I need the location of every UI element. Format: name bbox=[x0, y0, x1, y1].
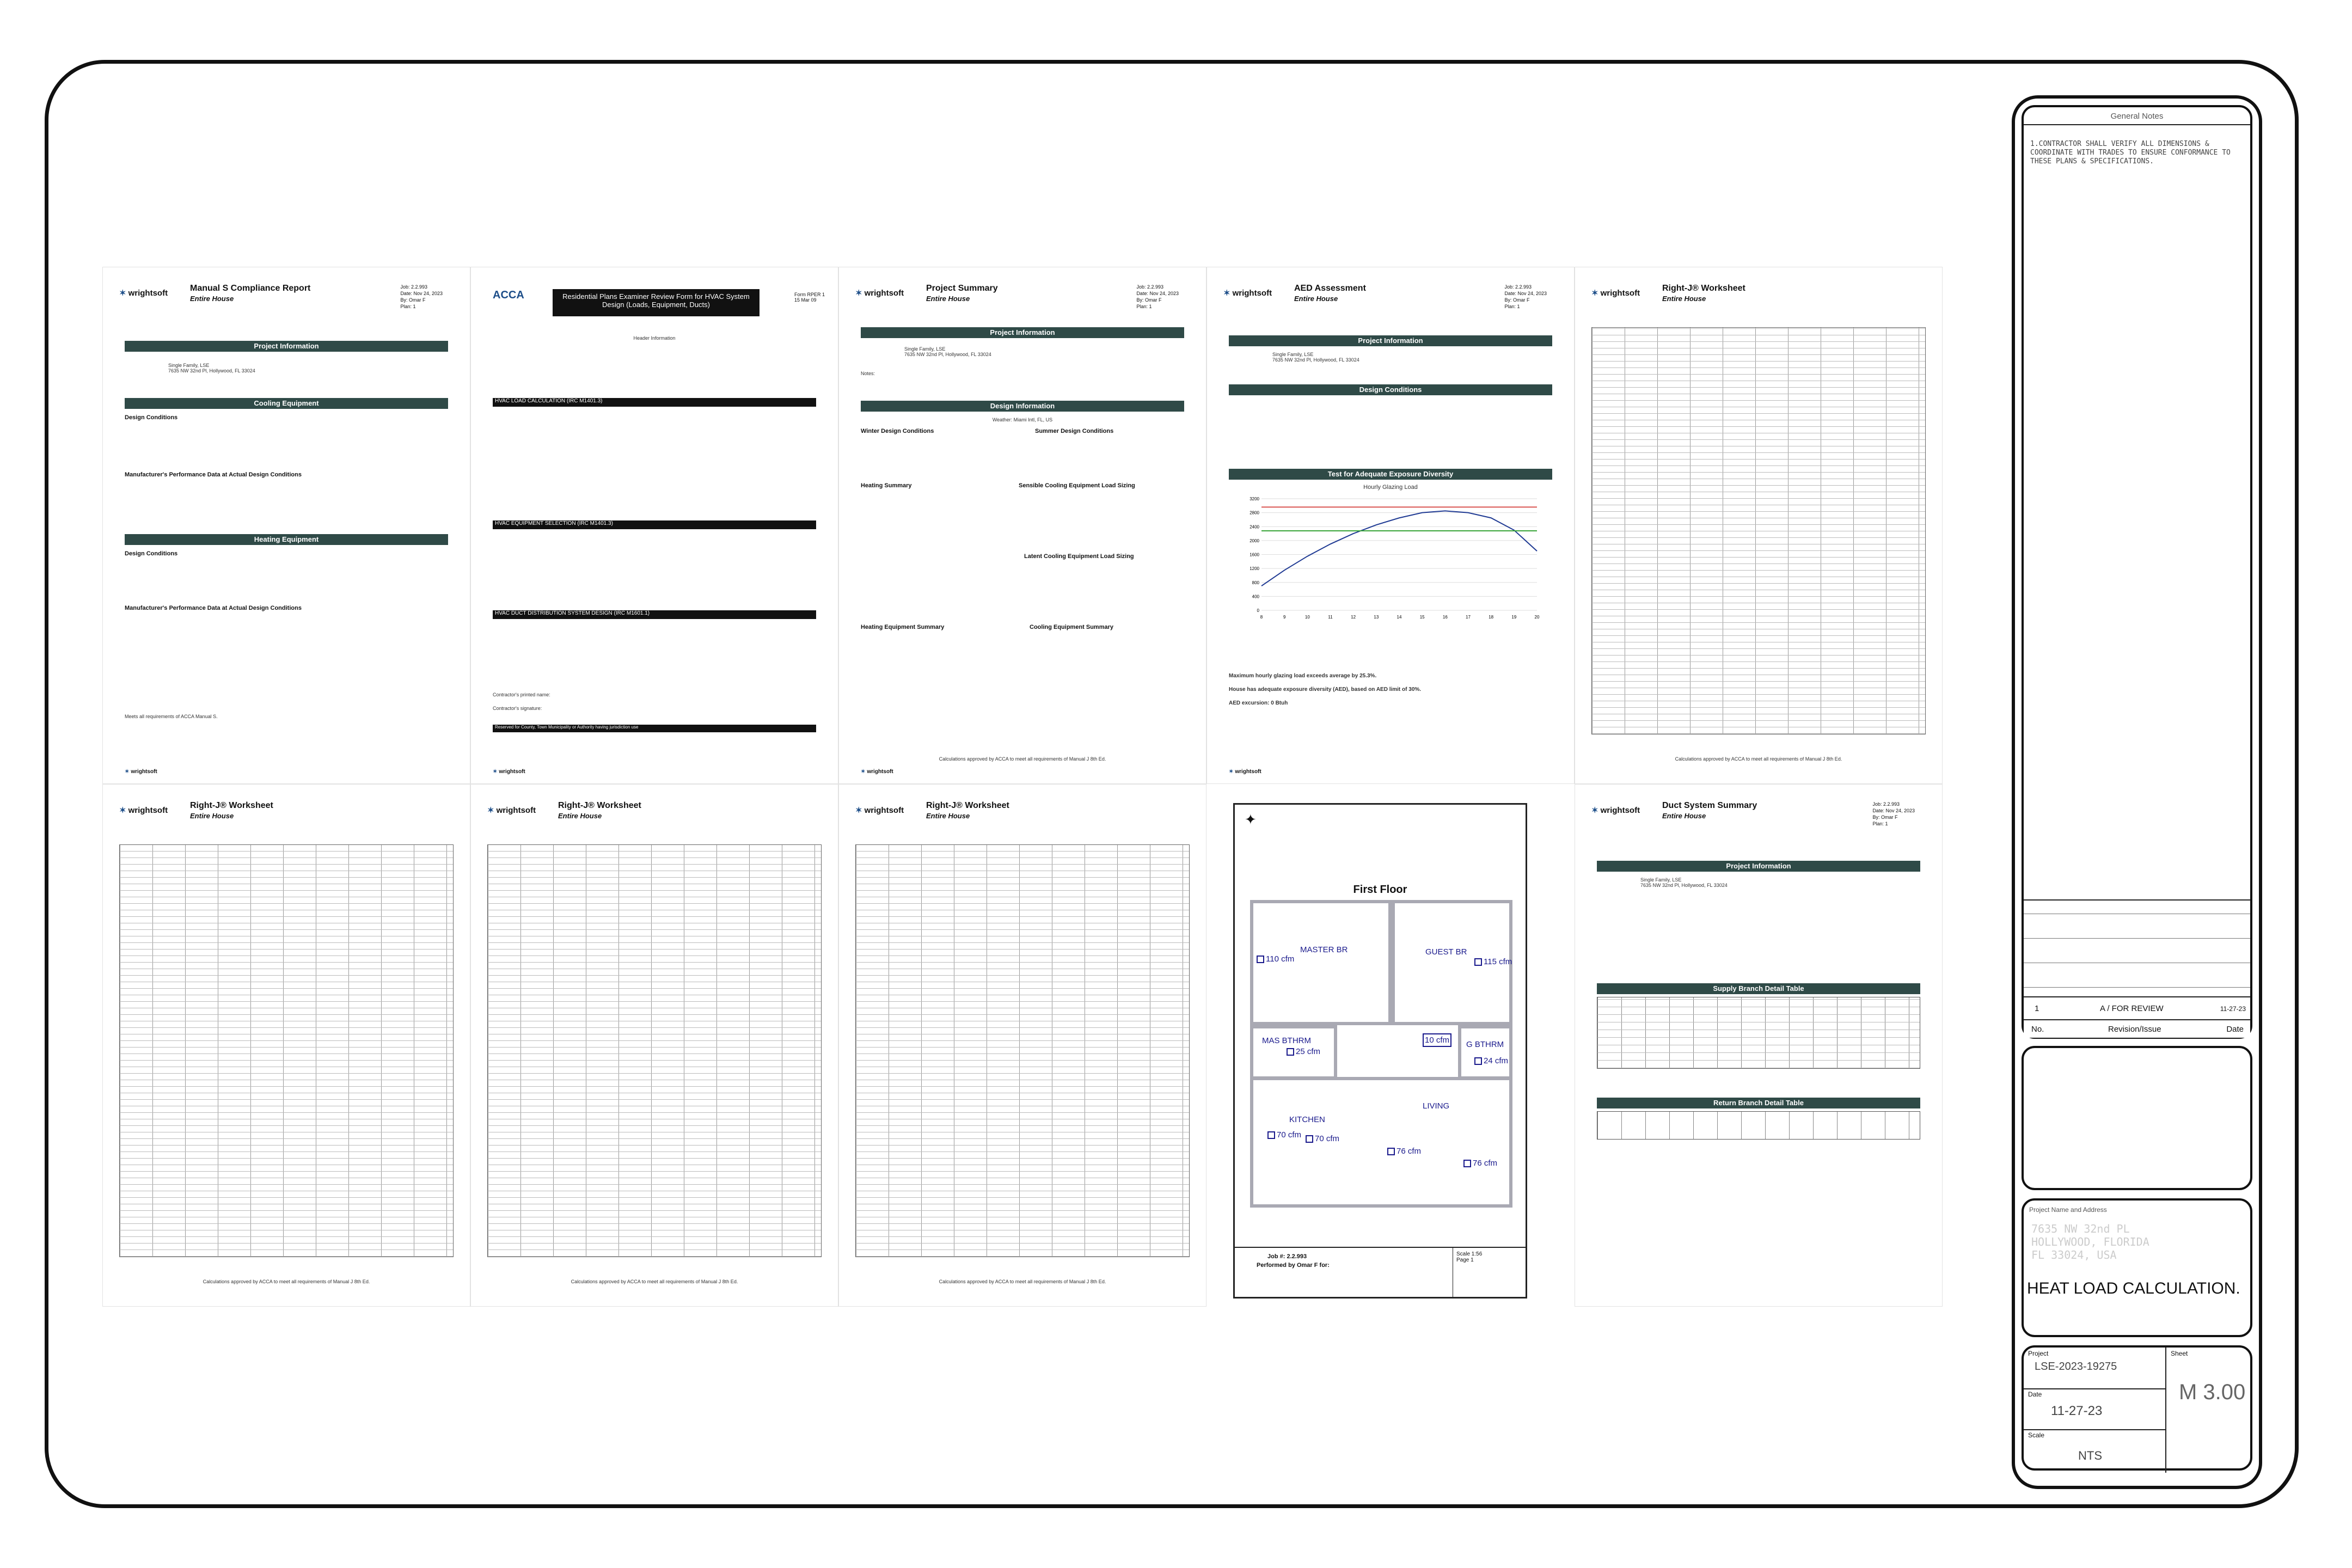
section-heading: Heating Equipment Summary bbox=[861, 624, 945, 630]
section-bar: Project Information bbox=[1597, 861, 1920, 872]
section-heading: Heating Summary bbox=[861, 482, 912, 489]
form-title: Residential Plans Examiner Review Form for HVAC System Design (Loads, Equipment, Ducts) bbox=[553, 289, 759, 316]
report-title: AED Assessment bbox=[1294, 284, 1366, 293]
report-subtitle: Entire House bbox=[1662, 812, 1706, 820]
x-tick-label: 18 bbox=[1489, 615, 1494, 620]
x-tick-label: 9 bbox=[1283, 615, 1286, 620]
reserved-bar: Reserved for County, Town Municipality or Authority having jurisdiction use bbox=[493, 725, 816, 732]
acca-footer: Calculations approved by ACCA to meet all requirements of Manual J 8th Ed. bbox=[939, 756, 1106, 762]
worksheet-table bbox=[487, 844, 822, 1257]
report-subtitle: Entire House bbox=[558, 812, 602, 820]
wrightsoft-logo: ✶ wrightsoft bbox=[855, 288, 904, 298]
job-info: Job: 2.2.993 Date: Nov 24, 2023 By: Omar F Plan: 1 bbox=[1504, 284, 1547, 309]
wrightsoft-logo: ✶ wrightsoft bbox=[487, 805, 536, 815]
aed-result: House has adequate exposure diversity (AED), based on AED limit of 30%. bbox=[1229, 687, 1422, 693]
vent-icon bbox=[1257, 955, 1264, 963]
section-bar: Design Information bbox=[861, 401, 1184, 412]
weather-station: Weather: Miami Intl, FL, US bbox=[992, 417, 1053, 422]
footer-logo: ✶ wrightsoft bbox=[493, 769, 525, 775]
room-label: 70 cfm bbox=[1267, 1130, 1301, 1140]
room-name: KITCHEN bbox=[1289, 1115, 1325, 1124]
project-name-panel: Project Name and Address 7635 NW 32nd PL HOLLYWOOD, FLORIDA FL 33024, USA HEAT LOAD CALCULATION. bbox=[2022, 1198, 2252, 1337]
acca-review-form-page[interactable] bbox=[470, 267, 838, 784]
vent-icon bbox=[1463, 1160, 1471, 1167]
project-info-panel: Project LSE-2023-19275 Date 11-27-23 Scale NTS Sheet M 3.00 bbox=[2022, 1345, 2252, 1471]
room-label: 76 cfm bbox=[1463, 1159, 1497, 1168]
room-name: G BTHRM bbox=[1466, 1040, 1504, 1049]
report-subtitle: Entire House bbox=[926, 812, 970, 820]
footer-logo: ✶ wrightsoft bbox=[861, 769, 893, 775]
sheet-number: M 3.00 bbox=[2179, 1380, 2246, 1404]
project-address: 7635 NW 32nd PL HOLLYWOOD, FLORIDA FL 33024, USA bbox=[2031, 1222, 2149, 1261]
section-heading: Design Conditions bbox=[125, 414, 178, 421]
signature-line: Contractor's signature: bbox=[493, 706, 542, 711]
x-tick-label: 14 bbox=[1396, 615, 1402, 620]
section-bar: Project Information bbox=[1229, 335, 1552, 346]
section-heading: Winter Design Conditions bbox=[861, 428, 934, 434]
acca-footer: Calculations approved by ACCA to meet all requirements of Manual J 8th Ed. bbox=[939, 1279, 1106, 1284]
room-living-kitchen[interactable] bbox=[1250, 1077, 1512, 1208]
x-tick-label: 12 bbox=[1351, 615, 1356, 620]
section-heading: Cooling Equipment Summary bbox=[1030, 624, 1114, 630]
wrightsoft-logo: ✶ wrightsoft bbox=[1223, 288, 1272, 298]
general-notes-title: General Notes bbox=[2024, 112, 2250, 125]
acca-footer: Calculations approved by ACCA to meet all requirements of Manual J 8th Ed. bbox=[203, 1279, 370, 1284]
x-tick-label: 19 bbox=[1511, 615, 1517, 620]
project-number: LSE-2023-19275 bbox=[2035, 1361, 2117, 1373]
logo-panel bbox=[2022, 1046, 2252, 1190]
x-tick-label: 13 bbox=[1374, 615, 1379, 620]
job-info: Job: 2.2.993 Date: Nov 24, 2023 By: Omar F Plan: 1 bbox=[1872, 801, 1915, 826]
report-subtitle: Entire House bbox=[926, 295, 970, 303]
y-tick-label: 0 bbox=[1257, 608, 1259, 613]
section-bar: Test for Adequate Exposure Diversity bbox=[1229, 469, 1552, 480]
vent-icon bbox=[1306, 1135, 1313, 1143]
y-tick-label: 400 bbox=[1252, 594, 1259, 599]
north-arrow-icon: ✦ bbox=[1245, 811, 1257, 828]
report-title: Manual S Compliance Report bbox=[190, 284, 311, 293]
section-heading: Sensible Cooling Equipment Load Sizing bbox=[1019, 482, 1135, 489]
project-summary-page[interactable] bbox=[838, 267, 1206, 784]
report-subtitle: Entire House bbox=[190, 295, 234, 303]
section-bar: Design Conditions bbox=[1229, 384, 1552, 395]
section-bar: Heating Equipment bbox=[125, 534, 448, 545]
project-name: HEAT LOAD CALCULATION. bbox=[2027, 1279, 2240, 1297]
section-bar: Project Information bbox=[861, 327, 1184, 338]
right-j-worksheet-page[interactable] bbox=[470, 784, 838, 1307]
report-subtitle: Entire House bbox=[190, 812, 234, 820]
project-address: Single Family, LSE 7635 NW 32nd Pl, Hollywood, FL 33024 bbox=[904, 346, 991, 357]
room-label: 76 cfm bbox=[1387, 1147, 1421, 1156]
report-title: Right-J® Worksheet bbox=[926, 801, 1009, 810]
revision-header: No. Revision/Issue Date bbox=[2024, 1019, 2250, 1038]
wrightsoft-logo: ✶ wrightsoft bbox=[1591, 288, 1640, 298]
vent-icon bbox=[1287, 1048, 1294, 1056]
right-j-worksheet-page[interactable] bbox=[838, 784, 1206, 1307]
room-label: 25 cfm bbox=[1287, 1047, 1320, 1056]
revision-row: 1 A / FOR REVIEW 11-27-23 bbox=[2024, 996, 2250, 1020]
worksheet-table bbox=[119, 844, 454, 1257]
section-bar: HVAC DUCT DISTRIBUTION SYSTEM DESIGN (IRC M1601.1) bbox=[493, 610, 816, 619]
duct-system-summary-page[interactable] bbox=[1575, 784, 1943, 1307]
project-address: Single Family, LSE 7635 NW 32nd Pl, Hollywood, FL 33024 bbox=[168, 363, 255, 373]
report-subtitle: Entire House bbox=[1662, 295, 1706, 303]
room-label: 115 cfm bbox=[1474, 957, 1512, 966]
vent-icon bbox=[1474, 1057, 1482, 1065]
report-title: Right-J® Worksheet bbox=[190, 801, 273, 810]
vent-icon bbox=[1474, 958, 1482, 966]
general-notes-panel bbox=[2022, 105, 2252, 1039]
general-notes-text: 1.CONTRACTOR SHALL VERIFY ALL DIMENSIONS & COORDINATE WITH TRADES TO ENSURE CONFORMANCE TO THESE PLANS & SPECIFICATIONS. bbox=[2030, 140, 2231, 166]
aed-result: Maximum hourly glazing load exceeds average by 25.3%. bbox=[1229, 673, 1377, 679]
section-heading: Design Conditions bbox=[125, 550, 178, 557]
header-information: Header Information bbox=[633, 335, 676, 341]
wrightsoft-logo: ✶ wrightsoft bbox=[1591, 805, 1640, 815]
form-number: Form RPER 1 15 Mar 09 bbox=[794, 292, 825, 303]
y-tick-label: 2800 bbox=[1250, 510, 1259, 516]
report-subtitle: Entire House bbox=[1294, 295, 1338, 303]
footer-logo: ✶ wrightsoft bbox=[1229, 769, 1261, 775]
report-title: Duct System Summary bbox=[1662, 801, 1757, 810]
section-bar: Supply Branch Detail Table bbox=[1597, 983, 1920, 994]
section-heading: Latent Cooling Equipment Load Sizing bbox=[1024, 553, 1134, 560]
report-title: Right-J® Worksheet bbox=[1662, 284, 1745, 293]
section-heading: Manufacturer's Performance Data at Actual Design Conditions bbox=[125, 471, 302, 478]
footer-logo: ✶ wrightsoft bbox=[125, 769, 157, 775]
room-name: GUEST BR bbox=[1425, 947, 1467, 957]
y-tick-label: 2400 bbox=[1250, 524, 1259, 530]
x-tick-label: 10 bbox=[1304, 615, 1310, 620]
section-heading: Manufacturer's Performance Data at Actual Design Conditions bbox=[125, 605, 302, 611]
right-j-worksheet-page[interactable] bbox=[102, 784, 470, 1307]
y-tick-label: 3200 bbox=[1250, 497, 1259, 501]
section-bar: HVAC LOAD CALCULATION (IRC M1401.3) bbox=[493, 398, 816, 407]
room-label: 10 cfm bbox=[1423, 1033, 1451, 1047]
return-branch-table bbox=[1597, 1111, 1920, 1140]
project-address: Single Family, LSE 7635 NW 32nd Pl, Hollywood, FL 33024 bbox=[1272, 352, 1359, 363]
aed-result: AED excursion: 0 Btuh bbox=[1229, 700, 1288, 706]
x-tick-label: 8 bbox=[1260, 615, 1263, 620]
room-label: 70 cfm bbox=[1306, 1134, 1339, 1143]
chart-title: Hourly Glazing Load bbox=[1363, 484, 1418, 491]
x-tick-label: 20 bbox=[1534, 615, 1540, 620]
worksheet-table bbox=[855, 844, 1190, 1257]
section-heading: Summer Design Conditions bbox=[1035, 428, 1114, 434]
y-tick-label: 800 bbox=[1252, 580, 1259, 585]
vent-icon bbox=[1267, 1131, 1275, 1139]
x-tick-label: 16 bbox=[1442, 615, 1448, 620]
room-name: MASTER BR bbox=[1300, 945, 1348, 954]
room-name: MAS BTHRM bbox=[1262, 1036, 1311, 1045]
floor-plan-page[interactable] bbox=[1233, 803, 1527, 1298]
section-bar: HVAC EQUIPMENT SELECTION (IRC M1401.3) bbox=[493, 520, 816, 529]
acca-logo: ACCA bbox=[493, 289, 524, 301]
compliance-note: Meets all requirements of ACCA Manual S. bbox=[125, 714, 218, 719]
room-label: 110 cfm bbox=[1257, 954, 1294, 964]
floor-title: First Floor bbox=[1353, 884, 1407, 896]
aed-assessment-page[interactable] bbox=[1206, 267, 1575, 784]
manual-s-report-page[interactable] bbox=[102, 267, 470, 784]
x-tick-label: 15 bbox=[1419, 615, 1425, 620]
worksheet-table bbox=[1591, 327, 1926, 734]
scale: NTS bbox=[2078, 1449, 2102, 1462]
y-tick-label: 2000 bbox=[1250, 538, 1259, 543]
y-tick-label: 1200 bbox=[1250, 566, 1259, 572]
acca-footer: Calculations approved by ACCA to meet all requirements of Manual J 8th Ed. bbox=[1675, 756, 1842, 762]
project-address: Single Family, LSE 7635 NW 32nd Pl, Hollywood, FL 33024 bbox=[1640, 877, 1728, 888]
report-title: Project Summary bbox=[926, 284, 998, 293]
section-bar: Return Branch Detail Table bbox=[1597, 1098, 1920, 1108]
revision-table bbox=[2024, 899, 2250, 1037]
acca-footer: Calculations approved by ACCA to meet all requirements of Manual J 8th Ed. bbox=[571, 1279, 738, 1284]
section-bar: Project Information bbox=[125, 341, 448, 352]
issue-date: 11-27-23 bbox=[2051, 1404, 2103, 1418]
room-name: LIVING bbox=[1423, 1101, 1450, 1111]
room-g-bthrm[interactable] bbox=[1458, 1025, 1512, 1080]
signature-printed-name: Contractor's printed name: bbox=[493, 692, 550, 697]
wrightsoft-logo: ✶ wrightsoft bbox=[855, 805, 904, 815]
job-info: Job: 2.2.993 Date: Nov 24, 2023 By: Omar F Plan: 1 bbox=[1136, 284, 1179, 309]
plan-footer: Job #: 2.2.993 Performed by Omar F for: Scale 1:56 Page 1 bbox=[1235, 1247, 1526, 1297]
wrightsoft-logo: ✶ wrightsoft bbox=[119, 288, 168, 298]
title-block bbox=[2012, 95, 2262, 1489]
supply-branch-table bbox=[1597, 997, 1920, 1069]
room-label: 24 cfm bbox=[1474, 1056, 1508, 1065]
right-j-worksheet-page[interactable] bbox=[1575, 267, 1943, 784]
report-title: Right-J® Worksheet bbox=[558, 801, 641, 810]
y-tick-label: 1600 bbox=[1250, 552, 1259, 558]
notes-label: Notes: bbox=[861, 371, 875, 376]
x-tick-label: 17 bbox=[1466, 615, 1471, 620]
x-tick-label: 11 bbox=[1328, 615, 1333, 620]
series-line-0 bbox=[1261, 511, 1537, 586]
wrightsoft-logo: ✶ wrightsoft bbox=[119, 805, 168, 815]
vent-icon bbox=[1387, 1148, 1395, 1155]
section-bar: Cooling Equipment bbox=[125, 398, 448, 409]
job-info: Job: 2.2.993 Date: Nov 24, 2023 By: Omar F Plan: 1 bbox=[400, 284, 443, 309]
hourly-glazing-load-chart bbox=[1240, 493, 1542, 624]
